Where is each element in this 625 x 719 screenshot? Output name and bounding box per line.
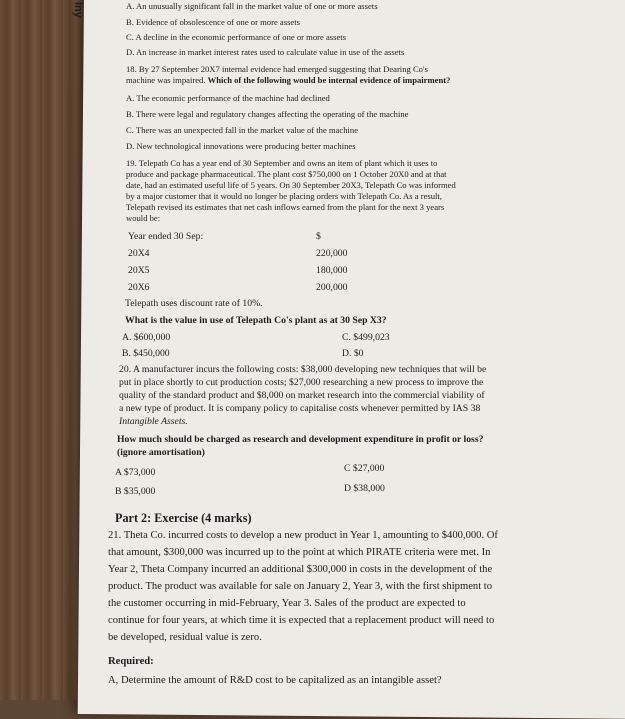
task-a: A, Determine the amount of R&D cost to be capitalized as an intangible asset? [108,675,442,686]
page-edge-label: lny [72,2,84,18]
q21-line-6: continue for four years, at which time it is expected that a replacement product will need to [108,615,495,626]
q20-line-3: quality of the standard product and $8,000 on market research into the commercial viability of [119,390,485,401]
q19-line-1: 19. Telepath Co has a year end of 30 September and owns an item of plant which it uses to [126,158,438,168]
q21-line-5: the customer occurring in mid-February, Year 3. Sales of the product are expected to [108,598,466,609]
paper-sheet [78,0,625,719]
q20-option-a: A $73,000 [115,467,156,478]
q18-line-1: 18. By 27 September 20X7 internal evidence had emerged suggesting that Dearing Co's [126,64,428,74]
q20-option-b: B $35,000 [115,486,156,497]
q19-table-header: Year ended 30 Sep: [128,231,204,242]
q19-row-year: 20X5 [128,265,150,276]
q18-option-a: A. The economic performance of the machine had declined [126,93,330,103]
q19-row-amount: 200,000 [316,282,348,293]
part2-heading: Part 2: Exercise (4 marks) [115,511,252,525]
q18-line-2 [126,76,450,86]
required-heading: Required: [108,656,154,667]
q19-row-amount: 220,000 [316,248,348,259]
q19-line-4: by a major customer that it would no longer be placing orders with Telepath Co. As a result, [126,191,442,201]
q20-line-1: 20. A manufacturer incurs the following costs: $38,000 developing new techniques that will be [119,364,487,375]
q19-question: What is the value in use of Telepath Co's plant as at 30 Sep X3? [125,315,387,326]
q19-row-year: 20X6 [128,282,150,293]
q17-option-d: D. An increase in market interest rates used to calculate value in use of the assets [126,47,405,57]
q18-option-d: D. New technological innovations were producing better machines [126,141,356,151]
q20-question-line-2: (ignore amortisation) [117,447,205,458]
q18-option-b: B. There were legal and regulatory changes affecting the operating of the machine [126,109,409,119]
q20-line-2: put in place shortly to cut production costs; $27,000 researching a new process to improve the [119,377,484,388]
q18-question: Which of the following would be internal evidence of impairment? [207,75,451,85]
q20-line-4: a new type of product. It is company policy to capitalise costs whenever permitted by IAS 38 [119,403,481,414]
q20-option-c: C $27,000 [344,463,385,474]
q19-discount-note: Telepath uses discount rate of 10%. [125,298,263,309]
q21-line-3: Year 2, Theta Company incurred an additional $300,000 in costs in the development of the [108,564,493,575]
q20-question-line-1: How much should be charged as research and development expenditure in profit or loss? [117,434,484,445]
q21-line-2: that amount, $300,000 was incurred up to the point at which PIRATE criteria were met. In [108,547,491,558]
q19-line-6: would be: [126,213,161,223]
q21-line-7: be developed, residual value is zero. [108,632,262,643]
q19-line-5: Telepath revised its estimates that net cash inflows earned from the plant for the next 3 years [126,202,445,212]
q17-option-a: A. An unusually significant fall in the market value of one or more assets [126,1,378,11]
q19-currency-header: $ [316,231,321,242]
q18-option-c: C. There was an unexpected fall in the market value of the machine [126,125,359,135]
q19-option-b: B. $450,000 [122,348,170,359]
q19-row-amount: 180,000 [316,265,348,276]
q21-line-1: 21. Theta Co. incurred costs to develop a new product in Year 1, amounting to $400,000. Of [108,530,498,541]
q18-line-2-plain: machine was impaired. [126,75,208,85]
q19-option-c: C. $499,023 [342,332,390,343]
q19-option-d: D. $0 [342,348,364,359]
q21-line-4: product. The product was available for sale on January 2, Year 3, with the first shipment to [108,581,493,592]
q20-option-d: D $38,000 [344,483,385,494]
q17-option-b: B. Evidence of obsolescence of one or more assets [126,17,300,27]
q19-row-year: 20X4 [128,248,150,259]
q20-italic-line: Intangible Assets. [119,416,188,427]
q19-line-3: date, had an estimated useful life of 5 years. On 30 September 20X3, Telepath Co was informed [126,180,456,190]
q17-option-c: C. A decline in the economic performance of one or more assets [126,32,347,42]
q19-line-2: produce and package pharmaceutical. The plant cost $750,000 on 1 October 20X0 and at that [126,169,447,179]
q19-option-a: A. $600,000 [122,332,171,343]
